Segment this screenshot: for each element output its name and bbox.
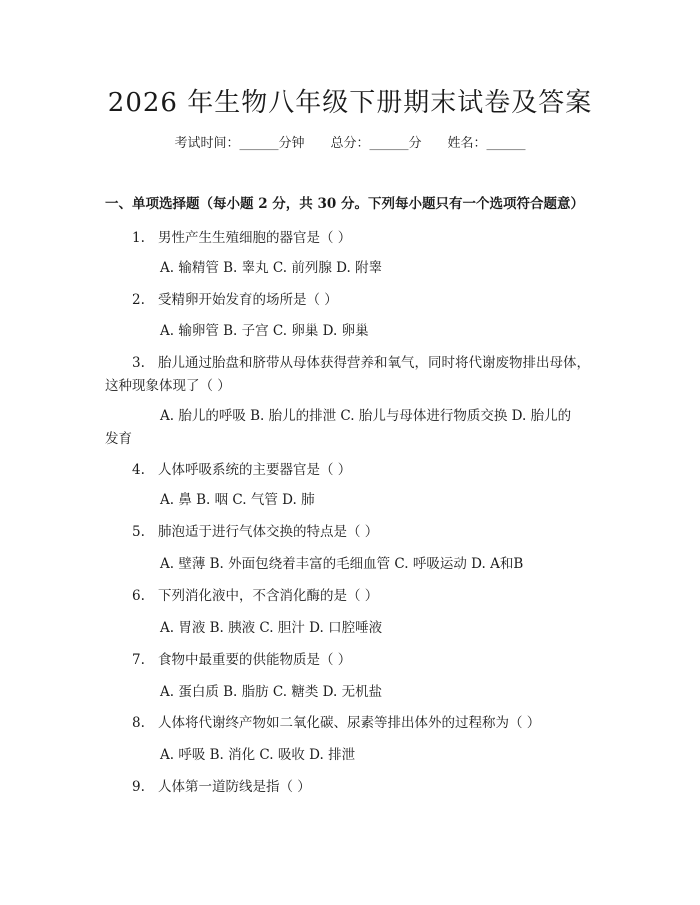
section-heading: 一、单项选择题（每小题 2 分，共 30 分。下列每小题只有一个选项符合题意） [105,196,584,212]
question-2-options: A. 输卵管 B. 子宫 C. 卵巢 D. 卵巢 [160,323,369,339]
question-8-options: A. 呼吸 B. 消化 C. 吸收 D. 排泄 [160,747,356,763]
question-3: 3. 胎儿通过胎盘和脐带从母体获得营养和氧气，同时将代谢废物排出母体， [132,355,590,371]
page-title: 2026 年生物八年级下册期末试卷及答案 [107,88,593,118]
question-1-options: A. 输精管 B. 睾丸 C. 前列腺 D. 附睾 [160,260,383,276]
question-1: 1. 男性产生生殖细胞的器官是（ ） [132,230,352,246]
question-3-options-continued: 发育 [105,431,132,447]
question-7: 7. 食物中最重要的供能物质是（ ） [132,652,352,668]
question-9: 9. 人体第一道防线是指（ ） [132,779,311,795]
question-8: 8. 人体将代谢终产物如二氧化碳、尿素等排出体外的过程称为（ ） [132,715,541,731]
question-4: 4. 人体呼吸系统的主要器官是（ ） [132,462,352,478]
question-6: 6. 下列消化液中，不含消化酶的是（ ） [132,588,379,604]
question-6-options: A. 胃液 B. 胰液 C. 胆汁 D. 口腔唾液 [160,620,383,636]
question-4-options: A. 鼻 B. 咽 C. 气管 D. 肺 [160,492,315,508]
question-3-continued: 这种现象体现了（ ） [105,378,231,394]
exam-meta [0,132,700,151]
exam-name: 姓名：______ [447,136,526,151]
question-5: 5. 肺泡适于进行气体交换的特点是（ ） [132,524,379,540]
question-2: 2. 受精卵开始发育的场所是（ ） [132,292,338,308]
exam-score: 总分：______分 [330,136,422,151]
exam-time: 考试时间：______分钟 [174,136,305,151]
question-7-options: A. 蛋白质 B. 脂肪 C. 糖类 D. 无机盐 [160,684,383,700]
question-5-options: A. 壁薄 B. 外面包绕着丰富的毛细血管 C. 呼吸运动 D. A和B [160,556,524,572]
question-3-options: A. 胎儿的呼吸 B. 胎儿的排泄 C. 胎儿与母体进行物质交换 D. 胎儿的 [160,408,572,424]
